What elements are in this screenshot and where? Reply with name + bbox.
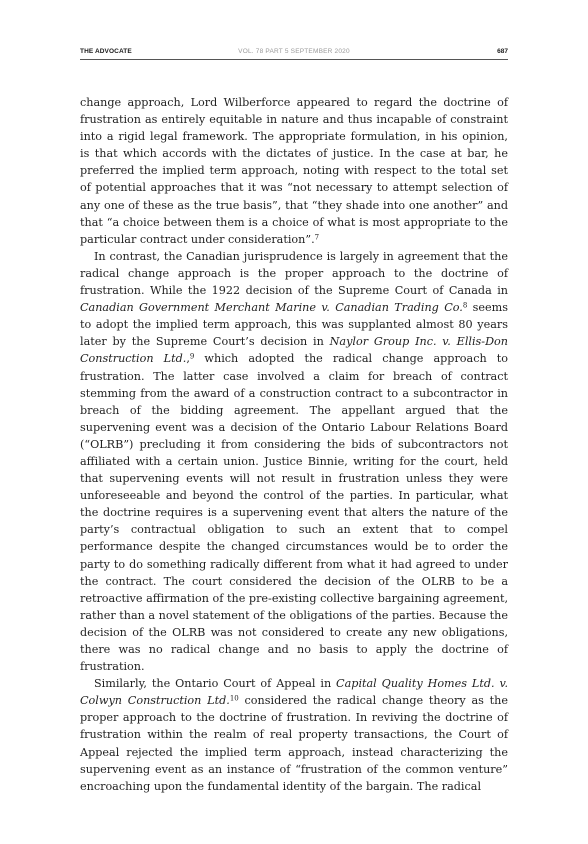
header-rule <box>80 59 508 60</box>
paragraph-text: considered the radical change theory as the proper approach to the doctrine of frustration. In reviving the doctrine of frustration within the realm of real property transactions, the Court of Appeal rejected the implied term approach, instead characterizing the supervening event as an instance of “frustration of the common venture” encroaching upon the fundamental identity of the bargain. The radical <box>80 694 508 793</box>
article-body <box>80 94 508 795</box>
footnote-ref: 7 <box>314 233 320 242</box>
case-citation: Naylor Group Inc. v. Ellis-Don Construction Ltd. <box>80 335 508 366</box>
footnote-ref: 10 <box>229 694 239 703</box>
paragraph-text: Similarly, the Ontario Court of Appeal in <box>94 677 337 691</box>
journal-title: THE ADVOCATE <box>80 48 132 55</box>
page-number: 687 <box>497 48 508 55</box>
paragraph-text: which adopted the radical change approach to frustration. The latter case involved a claim for breach of contract stemming from the award of a construction contract to a subcontractor in breach of the bidding agreement. The appellant argued that the supervening event was a decision of the Ontario Labour Relations Board (“OLRB”) precluding it from considering the bids of subcontractors not affiliated with a certain union. Justice Binnie, writing for the court, held that supervening events will not result in frustration unless they were unforeseeable and beyond the control of the parties. In particular, what the doctrine requires is a supervening event that alters the nature of the party’s contractual obligation to such an extent that to compel performance despite the changed circumstances would be to order the party to do something radically different from what it had agreed to under the contract. The court considered the decision of the OLRB to be a retroactive affirmation of the pre-existing collective bargaining agreement, rather than a novel statement of the obligations of the parties. Because the decision of the OLRB was not considered to create any new obligations, there was no radical change and no basis to apply the doctrine of frustration. <box>80 352 508 674</box>
case-citation: Canadian Government Merchant Marine v. Canadian Trading Co. <box>80 301 463 315</box>
paragraph-text: , <box>186 352 190 366</box>
paragraph-1 <box>80 94 508 248</box>
issue-info: VOL. 78 PART 5 SEPTEMBER 2020 <box>238 48 350 55</box>
paragraph-text: seems to adopt the implied term approach, this was supplanted almost 80 years later by the Supreme Court’s decision in <box>80 301 508 349</box>
footnote-ref: 8 <box>462 301 468 310</box>
paragraph-3 <box>80 675 508 795</box>
paragraph-2 <box>80 248 508 675</box>
paragraph-text: In contrast, the Canadian jurisprudence is largely in agreement that the radical change approach is the proper approach to the doctrine of frustration. While the 1922 decision of the Supreme Court of Canada in <box>80 249 508 298</box>
footnote-ref: 9 <box>189 352 195 361</box>
paragraph-text: change approach, Lord Wilberforce appeared to regard the doctrine of frustration as entirely equitable in nature and thus incapable of constraint into a rigid legal framework. The appropriate formulation, in his opinion, is that which accords with the dictates of justice. In the case at bar, he preferred the implied term approach, noting with respect to the total set of potential approaches that it was “not necessary to attempt selection of any one of these as the true basis”, that “they shade into one another” and that “a choice between them is a choice of what is most appropriate to the particular contract under consideration”. <box>80 96 508 246</box>
case-citation: Capital Quality Homes Ltd. v. Colwyn Construction Ltd. <box>80 677 509 708</box>
